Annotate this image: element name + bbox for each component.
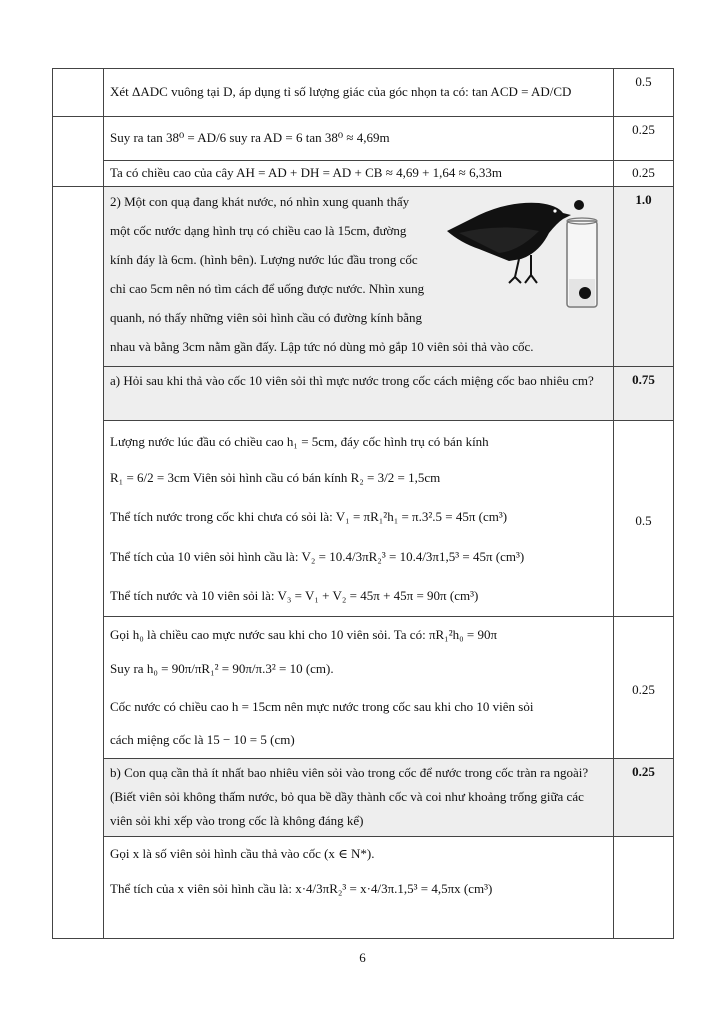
page-number: 6 <box>359 950 366 965</box>
score-cell: 0.75 <box>632 372 655 387</box>
solution-line: Thể tích nước trong cốc khi chưa có sỏi là: V₁ = πR₁²h₁ = π.3².5 = 45π (cm³) <box>110 509 508 524</box>
score-cell: 0.25 <box>632 122 655 137</box>
solution-line: Cốc nước có chiều cao h = 15cm nên mực nước trong cốc sau khi cho 10 viên sỏi <box>110 699 534 714</box>
table-row <box>53 117 674 161</box>
solution-table <box>52 68 674 939</box>
row-text: Xét ΔADC vuông tại D, áp dụng tỉ số lượng giác của góc nhọn ta có: tan ACD = AD/CD <box>110 84 572 99</box>
table-row <box>53 161 674 187</box>
table-row <box>53 187 674 367</box>
table-row <box>53 421 674 617</box>
score-cell: 0.25 <box>632 165 655 180</box>
problem-text: 2) Một con quạ đang khát nước, nó nhìn xung quanh thấy một cốc nước dạng hình trụ có chiều cao là 15cm, đường kính đáy là 6cm. (hình bên). Lượng nước lúc đầu trong cốc chỉ cao 5cm nên nó tìm cách để uống được nước. Nhìn xung quanh, nó thấy những viên sỏi hình cầu có đường kính bằng nhau và bằng 3cm nằm gần đấy. Lập tức nó dùng mỏ gắp 10 viên sỏi thả vào cốc. <box>110 194 534 354</box>
table-row <box>53 759 674 837</box>
solution-line: Suy ra h₀ = 90π/πR₁² = 90π/π.3² = 10 (cm). <box>110 661 334 676</box>
score-cell <box>614 837 673 841</box>
crow-icon <box>439 193 609 313</box>
table-row <box>53 617 674 759</box>
solution-line: Gọi x là số viên sỏi hình cầu thả vào cốc (x ∈ N*). <box>110 846 375 861</box>
question-b-text: b) Con quạ cần thả ít nhất bao nhiêu viên sỏi vào trong cốc để nước trong cốc tràn ra ngoài? (Biết viên sỏi không thấm nước, bỏ qua bề dầy thành cốc và coi như khoảng trống giữa các viên sỏi khi xếp vào trong cốc là không đáng kể) <box>110 765 589 828</box>
solution-line: R₁ = 6/2 = 3cm Viên sỏi hình cầu có bán kính R₂ = 3/2 = 1,5cm <box>110 470 441 485</box>
table-row <box>53 367 674 421</box>
crow-and-cup-figure <box>439 193 609 313</box>
table-row <box>53 69 674 117</box>
solution-line: Thể tích của x viên sỏi hình cầu là: x·4/3πR₂³ = x·4/3π.1,5³ = 4,5πx (cm³) <box>110 881 493 896</box>
score-cell: 1.0 <box>635 192 652 207</box>
score-cell: 0.25 <box>632 764 655 779</box>
row-text: Ta có chiều cao của cây AH = AD + DH = AD + CB ≈ 4,69 + 1,64 ≈ 6,33m <box>110 165 502 180</box>
score-cell: 0.5 <box>635 74 652 89</box>
row-text: Suy ra tan 38⁰ = AD/6 suy ra AD = 6 tan 38⁰ ≈ 4,69m <box>110 130 390 145</box>
solution-line: cách miệng cốc là 15 − 10 = 5 (cm) <box>110 732 295 747</box>
solution-line: Thể tích nước và 10 viên sỏi là: V₃ = V₁ + V₂ = 45π + 45π = 90π (cm³) <box>110 588 479 603</box>
solution-line: Lượng nước lúc đầu có chiều cao h₁ = 5cm, đáy cốc hình trụ có bán kính <box>110 434 489 449</box>
solution-line: Thể tích của 10 viên sỏi hình cầu là: V₂ = 10.4/3πR₂³ = 10.4/3π1,5³ = 45π (cm³) <box>110 549 525 564</box>
score-cell: 0.5 <box>635 512 652 528</box>
question-a-text: a) Hỏi sau khi thả vào cốc 10 viên sỏi thì mực nước trong cốc cách miệng cốc bao nhiêu cm? <box>110 373 594 388</box>
solution-line: Gọi h₀ là chiều cao mực nước sau khi cho 10 viên sỏi. Ta có: πR₁²h₀ = 90π <box>110 627 498 642</box>
table-row <box>53 837 674 939</box>
score-cell: 0.25 <box>632 681 655 697</box>
